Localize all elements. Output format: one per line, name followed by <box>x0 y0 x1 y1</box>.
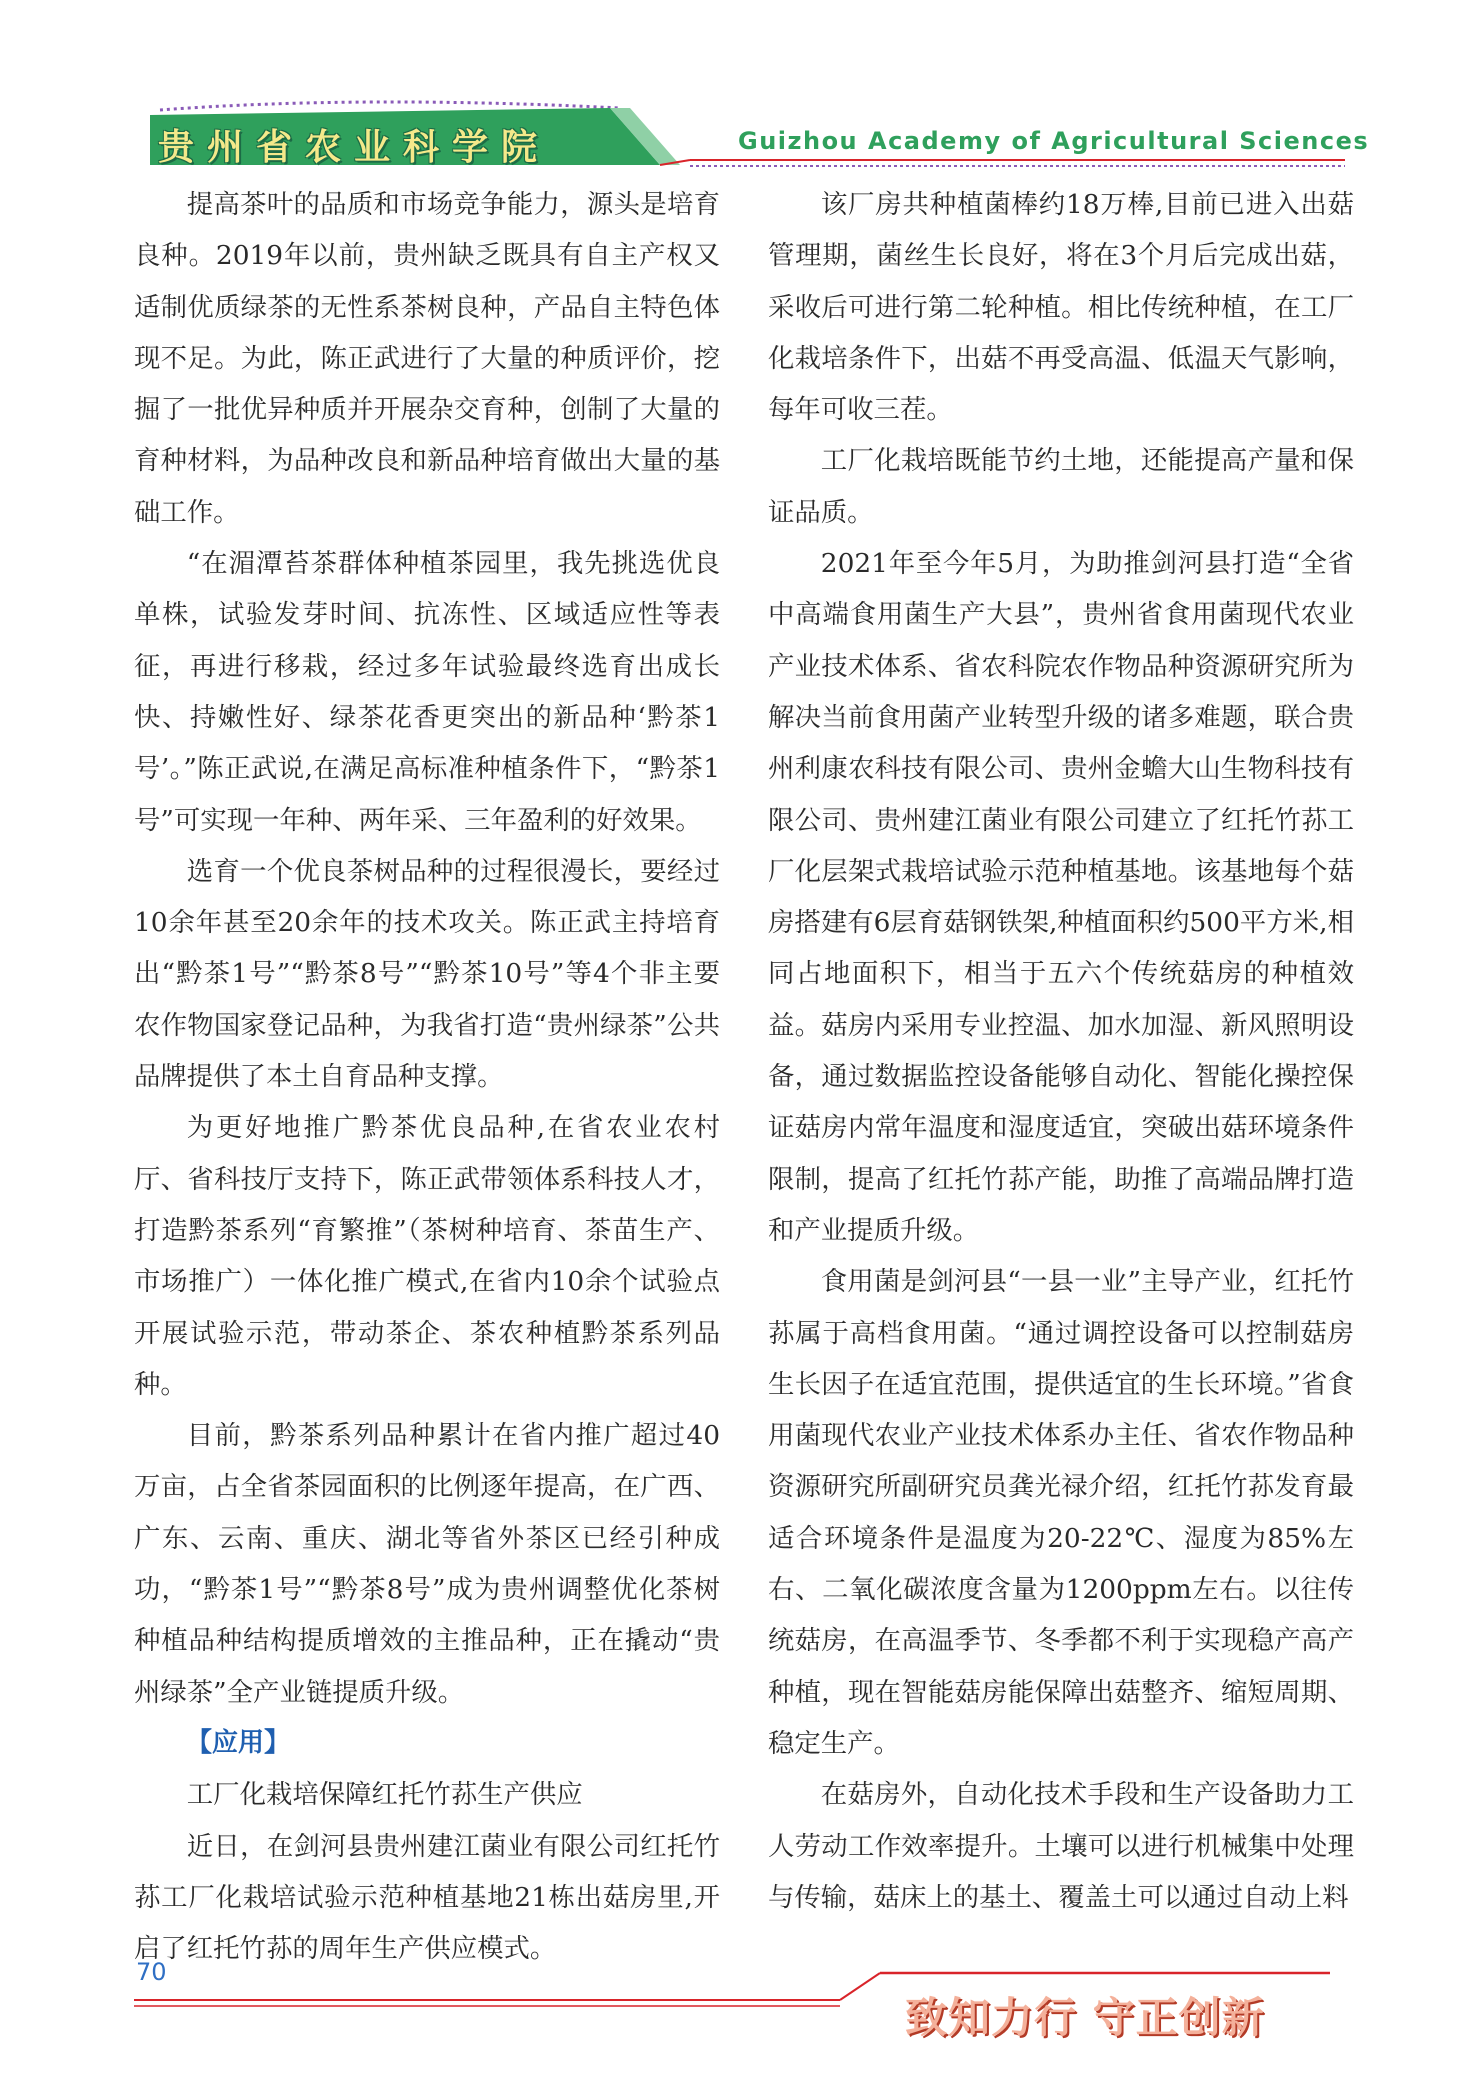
paragraph: 目前，黔茶系列品种累计在省内推广超过40万亩，占全省茶园面积的比例逐年提高，在广西、广东、云南、重庆、湖北等省外茶区已经引种成功，“黔茶1号”“黔茶8号”成为贵州调整优化茶树种植品种结构提质增效的主推品种，正在撬动“贵州绿茶”全产业链提质升级。 <box>134 1420 720 1708</box>
paragraph: 选育一个优良茶树品种的过程很漫长，要经过10余年甚至20余年的技术攻关。陈正武主持培育出“黔茶1号”“黔茶8号”“黔茶10号”等4个非主要农作物国家登记品种，为我省打造“贵州绿茶”公共品牌提供了本土自育品种支撑。 <box>134 855 720 1093</box>
paragraph: 食用菌是剑河县“一县一业”主导产业，红托竹荪属于高档食用菌。“通过调控设备可以控制菇房生长因子在适宜范围，提供适宜的生长环境。”省食用菌现代农业产业技术体系办主任、省农作物品种资源研究所副研究员龚光禄介绍，红托竹荪发育最适合环境条件是温度为20-22℃、湿度为85%左右、二氧化碳浓度含量为1200ppm左右。以往传统菇房，在高温季节、冬季都不利于实现稳产高产种植，现在智能菇房能保障出菇整齐、缩短周期、稳定生产。 <box>768 1266 1354 1759</box>
header-title-en: Guizhou Academy of Agricultural Sciences <box>738 127 1370 155</box>
right-column <box>768 179 1354 1923</box>
paragraph: 2021年至今年5月，为助推剑河县打造“全省中高端食用菌生产大县”，贵州省食用菌现代农业产业技术体系、省农科院农作物品种资源研究所为解决当前食用菌产业转型升级的诸多难题，联合贵州利康农科技有限公司、贵州金蟾大山生物科技有限公司、贵州建江菌业有限公司建立了红托竹荪工厂化层架式栽培试验示范种植基地。该基地每个菇房搭建有6层育菇钢铁架,种植面积约500平方米,相同占地面积下，相当于五六个传统菇房的种植效益。菇房内采用专业控温、加水加湿、新风照明设备，通过数据监控设备能够自动化、智能化操控保证菇房内常年温度和湿度适宜，突破出菇环境条件限制，提高了红托竹荪产能，助推了高端品牌打造和产业提质升级。 <box>768 548 1354 1246</box>
footer-motto: 致知力行 守正创新 <box>905 1993 1265 2042</box>
paragraph: 为更好地推广黔茶优良品种,在省农业农村厅、省科技厅支持下，陈正武带领体系科技人才，打造黔茶系列“育繁推”（茶树种培育、茶苗生产、市场推广）一体化推广模式,在省内10余个试验点开展试验示范，带动茶企、茶农种植黔茶系列品种。 <box>134 1112 720 1400</box>
paragraph: “在湄潭苔茶群体种植茶园里，我先挑选优良单株，试验发芽时间、抗冻性、区域适应性等表征，再进行移栽，经过多年试验最终选育出成长快、持嫩性好、绿茶花香更突出的新品种‘黔茶1号’。”陈正武说,在满足高标准种植条件下，“黔茶1号”可实现一年种、两年采、三年盈利的好效果。 <box>134 548 720 836</box>
subtitle: 工厂化栽培保障红托竹荪生产供应 <box>186 1779 583 1811</box>
paragraph: 提高茶叶的品质和市场竞争能力，源头是培育良种。2019年以前，贵州缺乏既具有自主产权又适制优质绿茶的无性系茶树良种，产品自主特色体现不足。为此，陈正武进行了大量的种质评价，挖掘了一批优异种质并开展杂交育种，创制了大量的育种材料，为品种改良和新品种培育做出大量的基础工作。 <box>134 189 720 528</box>
paragraph: 在菇房外，自动化技术手段和生产设备助力工人劳动工作效率提升。土壤可以进行机械集中处理与传输，菇床上的基土、覆盖土可以通过自动上料 <box>768 1779 1354 1913</box>
left-column <box>134 179 720 1974</box>
header-title-cn: 贵州省农业科学院 <box>158 127 551 168</box>
page-number: 70 <box>136 1958 167 1986</box>
page-header <box>0 0 1481 180</box>
paragraph: 近日，在剑河县贵州建江菌业有限公司红托竹荪工厂化栽培试验示范种植基地21栋出菇房里,开启了红托竹荪的周年生产供应模式。 <box>134 1830 720 1965</box>
paragraph: 工厂化栽培既能节约土地，还能提高产量和保证品质。 <box>768 445 1354 528</box>
section-label: 【应用】 <box>186 1727 291 1758</box>
paragraph: 该厂房共种植菌棒约18万棒,目前已进入出菇管理期，菌丝生长良好，将在3个月后完成出菇，采收后可进行第二轮种植。相比传统种植，在工厂化栽培条件下，出菇不再受高温、低温天气影响，每年可收三茬。 <box>768 189 1354 426</box>
